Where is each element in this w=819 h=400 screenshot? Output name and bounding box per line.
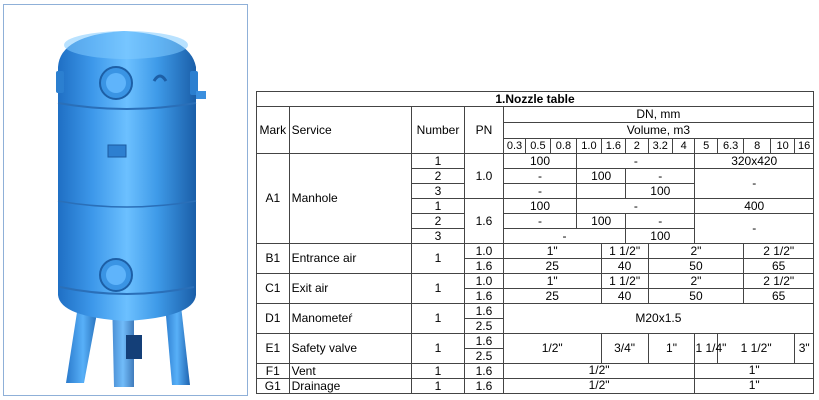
volume-cell: 1.6 [601,139,625,154]
service-b1: Entrance air [289,244,411,274]
number-cell: 2 [412,169,465,184]
number-cell: 1 [412,154,465,169]
number-cell: 1 [412,334,465,364]
volume-cell: 0.8 [550,139,577,154]
pn-cell: 1.0 [465,274,504,289]
pn-cell: 1.6 [465,379,504,394]
value-cell: 100 [626,184,695,199]
service-d1: Manometeŕ [289,304,411,334]
empty-cell [577,184,626,199]
pn-cell: 1.6 [465,199,504,244]
value-cell: 1 1/2" [717,334,795,364]
value-cell: 3" [795,334,814,364]
value-cell: 2" [648,274,744,289]
service-f1: Vent [289,364,411,379]
pn-cell: 1.6 [465,364,504,379]
value-cell: 1/2" [503,379,695,394]
number-cell: 1 [412,199,465,214]
header-volume: Volume, m3 [503,123,813,139]
pn-cell: 1.6 [465,304,504,319]
mark-f1: F1 [257,364,290,379]
volume-cell: 2 [626,139,648,154]
value-cell: M20x1.5 [503,304,813,334]
value-cell: 40 [601,289,648,304]
value-cell: 1/2" [503,334,601,364]
value-cell: 2 1/2" [744,244,814,259]
value-cell: 65 [744,259,814,274]
number-cell: 1 [412,304,465,334]
number-cell: 3 [412,229,465,244]
value-cell: 2 1/2" [744,274,814,289]
mark-e1: E1 [257,334,290,364]
value-cell: 1 1/2" [601,274,648,289]
value-cell: - [695,169,814,199]
value-cell: 1 1/2" [601,244,648,259]
value-cell: - [577,199,695,214]
value-cell: 100 [626,229,695,244]
number-cell: 2 [412,214,465,229]
value-cell: 2" [648,244,744,259]
volume-cell: 3.2 [648,139,672,154]
volume-cell: 4 [673,139,695,154]
mark-b1: B1 [257,244,290,274]
volume-cell: 6.3 [717,139,744,154]
value-cell: - [626,169,695,184]
product-photo-frame [3,4,248,396]
volume-cell: 1.0 [577,139,601,154]
value-cell: 50 [648,289,744,304]
value-cell: - [503,229,625,244]
value-cell: 1" [503,244,601,259]
number-cell: 1 [412,274,465,304]
value-cell: - [503,214,576,229]
volume-cell: 8 [744,139,771,154]
pn-cell: 1.0 [465,154,504,199]
number-cell: 1 [412,244,465,274]
value-cell: 1" [695,379,814,394]
value-cell: 100 [577,214,626,229]
value-cell: 100 [577,169,626,184]
volume-cell: 10 [770,139,794,154]
pn-cell: 1.6 [465,289,504,304]
value-cell: 3/4" [601,334,648,364]
value-cell: 40 [601,259,648,274]
value-cell: 400 [695,199,814,214]
service-g1: Drainage [289,379,411,394]
volume-cell: 5 [695,139,717,154]
table-title: 1.Nozzle table [257,92,814,107]
value-cell: 1 1/4" [695,334,717,364]
value-cell: 100 [503,199,576,214]
service-e1: Safety valve [289,334,411,364]
header-dn: DN, mm [503,107,813,123]
value-cell: 1" [648,334,695,364]
air-receiver-tank-image [4,5,247,395]
value-cell: - [503,184,576,199]
nozzle-table [256,91,814,394]
volume-cell: 0.5 [526,139,550,154]
volume-cell: 0.3 [503,139,525,154]
value-cell: 1" [503,274,601,289]
pn-cell: 2.5 [465,319,504,334]
service-a1: Manhole [289,154,411,244]
value-cell: - [695,214,814,244]
value-cell: - [626,214,695,229]
mark-g1: G1 [257,379,290,394]
pn-cell: 1.6 [465,334,504,349]
number-cell: 1 [412,379,465,394]
value-cell: 100 [503,154,576,169]
value-cell: 25 [503,259,601,274]
pn-cell: 1.0 [465,244,504,259]
number-cell: 1 [412,364,465,379]
value-cell: - [577,154,695,169]
value-cell: 25 [503,289,601,304]
header-pn: PN [465,107,504,154]
value-cell: 320x420 [695,154,814,169]
service-c1: Exit air [289,274,411,304]
number-cell: 3 [412,184,465,199]
pn-cell: 2.5 [465,349,504,364]
mark-d1: D1 [257,304,290,334]
volume-cell: 16 [795,139,814,154]
mark-c1: C1 [257,274,290,304]
header-mark: Mark [257,107,290,154]
value-cell: - [503,169,576,184]
header-service: Service [289,107,411,154]
value-cell: 65 [744,289,814,304]
header-number: Number [412,107,465,154]
value-cell: 1/2" [503,364,695,379]
mark-a1: A1 [257,154,290,244]
value-cell: 1" [695,364,814,379]
value-cell: 50 [648,259,744,274]
pn-cell: 1.6 [465,259,504,274]
